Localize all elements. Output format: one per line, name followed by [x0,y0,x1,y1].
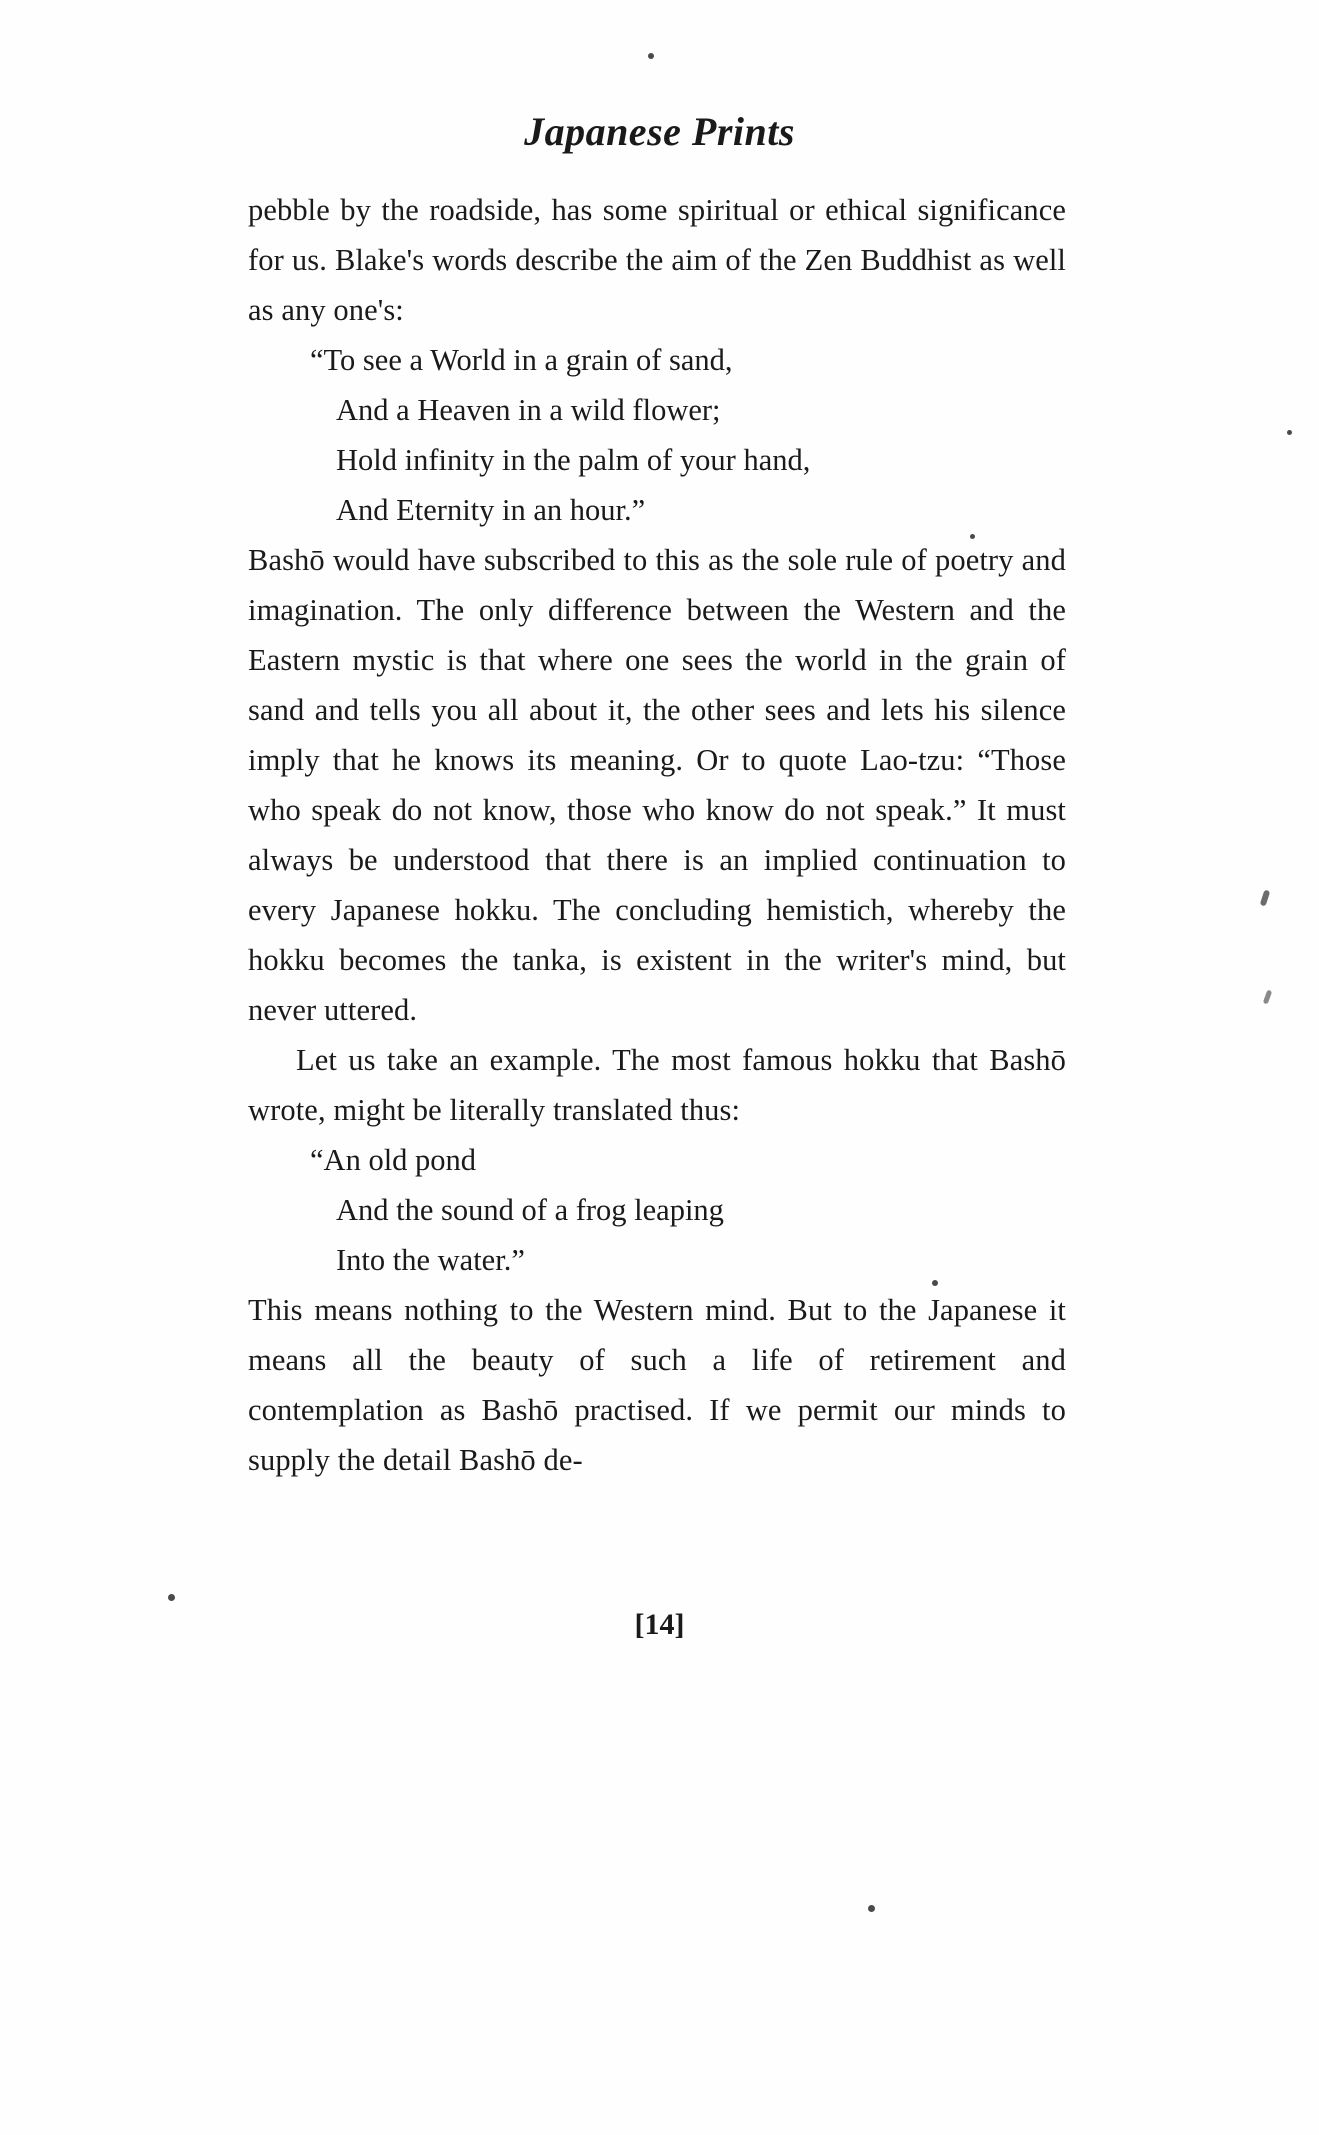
paragraph-2: Bashō would have subscribed to this as the sole rule of poetry and imagination. The only difference between the Western and the Eastern mystic is that where one sees the world in the grain of sand and tells you all about it, the other sees and lets his silence imply that he knows its meaning. Or to quote Lao-tzu: “Those who speak do not know, those who know do not speak.” It must always be understood that there is an implied continuation to every Japanese hokku. The concluding hemistich, whereby the hokku becomes the tanka, is existent in the writer's mind, but never uttered. [248,543,1066,1027]
page-number: [14] [634,1608,685,1641]
paragraph-4: This means nothing to the Western mind. But to the Japanese it means all the beauty of such a life of retirement and contemplation as Bashō practised. If we permit our minds to supply the detail Bashō de- [248,1293,1066,1477]
verse-line: Into the water.” [336,1243,525,1277]
paragraph-1: pebble by the roadside, has some spiritual or ethical significance for us. Blake's words describe the aim of the Zen Buddhist as well as any one's: [248,193,1066,327]
scan-speck-icon [1287,430,1292,435]
blake-verse-block [248,335,1066,535]
scan-speck-icon [970,534,975,539]
scan-speck-icon [648,53,654,59]
scan-speck-icon [168,1594,175,1601]
body-column [248,185,1066,1485]
verse-line: And a Heaven in a wild flower; [336,393,721,427]
hokku-verse-block [248,1135,1066,1285]
running-head: Japanese Prints [524,109,795,154]
verse-line: And Eternity in an hour.” [336,493,646,527]
scan-speck-icon [1263,990,1272,1005]
scan-speck-icon [932,1280,938,1286]
scan-speck-icon [1260,889,1271,906]
verse-line: And the sound of a frog leaping [336,1193,724,1227]
verse-line: “An old pond [310,1143,477,1177]
paragraph-3: Let us take an example. The most famous hokku that Bashō wrote, might be literally translated thus: [248,1043,1066,1127]
scan-speck-icon [868,1905,875,1912]
verse-line: Hold infinity in the palm of your hand, [336,443,811,477]
verse-line: “To see a World in a grain of sand, [310,343,733,377]
